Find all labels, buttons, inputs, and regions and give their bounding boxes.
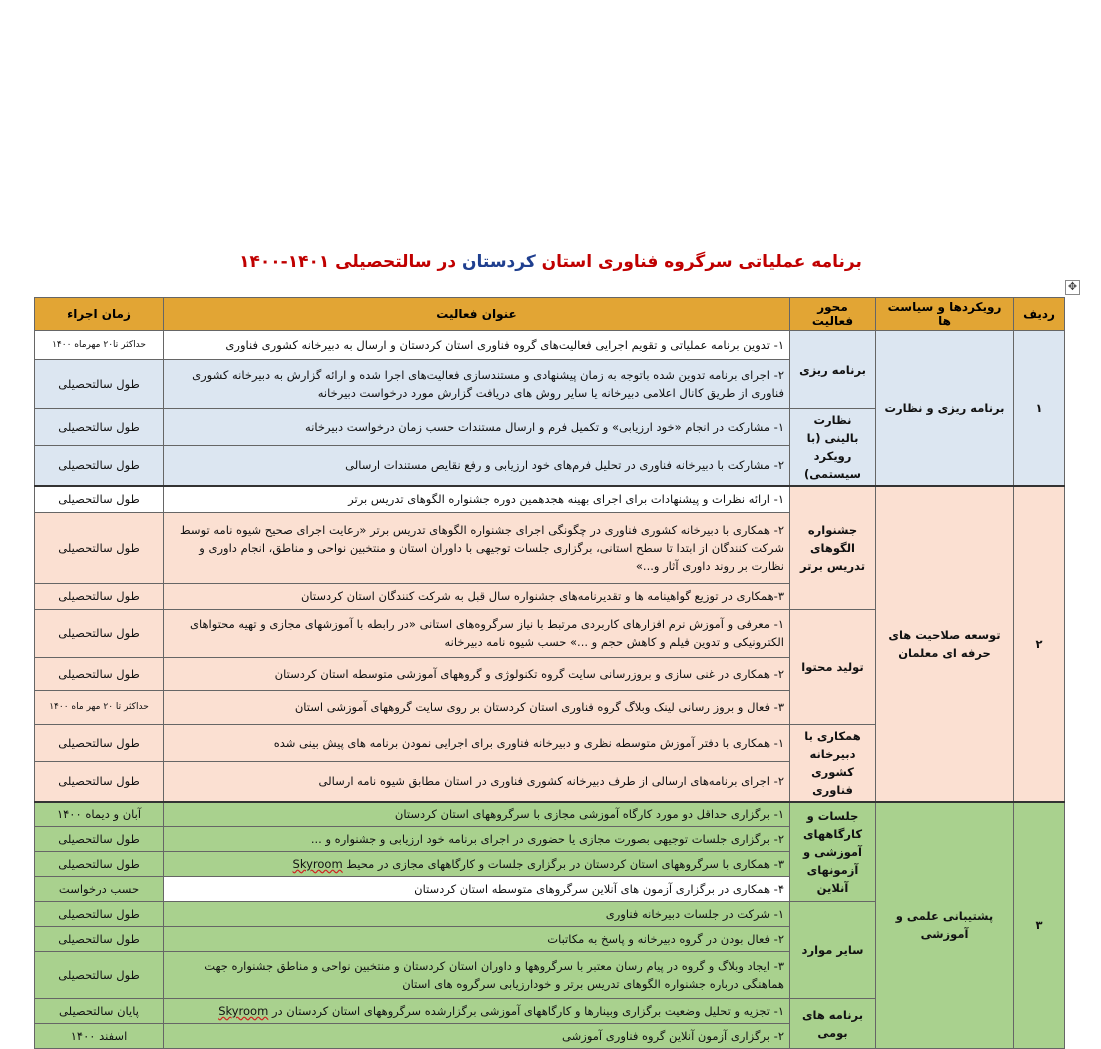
header-approach: رویکردها و سیاست ها bbox=[876, 298, 1014, 331]
group-number: ۳ bbox=[1014, 802, 1065, 1049]
skyroom-word: Skyroom bbox=[292, 857, 343, 871]
header-activity: عنوان فعالیت bbox=[164, 298, 790, 331]
time-cell: طول سالتحصیلی bbox=[35, 445, 164, 486]
time-cell: اسفند ۱۴۰۰ bbox=[35, 1024, 164, 1049]
time-cell: طول سالتحصیلی bbox=[35, 761, 164, 801]
group-policy: توسعه صلاحیت های حرفه ای معلمان bbox=[876, 486, 1014, 802]
header-row bbox=[35, 298, 1065, 331]
axis-cell: جلسات و کارگاههای آموزشی و آزمونهای آنلاین bbox=[790, 802, 876, 902]
activity-cell: ۲- همکاری با دبیرخانه کشوری فناوری در چگونگی اجرای جشنواره الگوهای تدریس برتر «رعایت اجرای صحیح شیوه نامه توسط شرکت کنندگان از ابتدا تا سطح استانی، برگزاری جلسات توجیهی با داوران استان و منتخبین نواحی و مناطق، انجام داوری و نظارت بر روند داوری آثار و...» bbox=[164, 512, 790, 583]
group-number: ۲ bbox=[1014, 486, 1065, 802]
group-number: ۱ bbox=[1014, 331, 1065, 487]
time-cell: طول سالتحصیلی bbox=[35, 827, 164, 852]
table-row bbox=[35, 486, 1065, 512]
table-row bbox=[35, 331, 1065, 360]
activity-cell: ۱- همکاری با دفتر آموزش متوسطه نظری و دبیرخانه فناوری برای اجرایی نمودن برنامه های پیش بینی شده bbox=[164, 724, 790, 761]
axis-cell: جشنواره الگوهای تدریس برتر bbox=[790, 486, 876, 609]
time-cell: طول سالتحصیلی bbox=[35, 657, 164, 690]
header-time: زمان اجراء bbox=[35, 298, 164, 331]
activity-cell: ۲- اجرای برنامه تدوین شده باتوجه به زمان پیشنهادی و مستندسازی فعالیت‌های اجرا شده و ارائه گزارش به دبیرخانه کشوری فناوری از طریق کانال اعلامی دبیرخانه یا سایر روش های دریافت گزارش مورد درخواست دبیرخانه bbox=[164, 360, 790, 409]
axis-cell: سایر موارد bbox=[790, 902, 876, 999]
activity-cell bbox=[164, 999, 790, 1024]
activity-cell: ۳- فعال و بروز رسانی لینک وبلاگ گروه فناوری استان کردستان بر روی سایت گروههای آموزشی استان bbox=[164, 690, 790, 724]
title-province: کردستان bbox=[461, 252, 536, 272]
activity-cell: ۱- برگزاری حداقل دو مورد کارگاه آموزشی مجازی با سرگروههای استان کردستان bbox=[164, 802, 790, 827]
activity-cell: ۱- معرفی و آموزش نرم افزارهای کاربردی مرتبط با نیاز سرگروه‌های استانی «در رابطه با آموزشهای مجازی و تهیه محتواهای الکترونیکی و تدوین فیلم و کاهش حجم و ...» حسب شیوه نامه دبیرخانه bbox=[164, 609, 790, 657]
time-cell: طول سالتحصیلی bbox=[35, 512, 164, 583]
time-cell: آبان و دیماه ۱۴۰۰ bbox=[35, 802, 164, 827]
time-cell: طول سالتحصیلی bbox=[35, 409, 164, 446]
activity-cell: ۲- برگزاری آزمون آنلاین گروه فناوری آموزشی bbox=[164, 1024, 790, 1049]
activity-cell: ۲- مشارکت با دبیرخانه فناوری در تحلیل فرم‌های خود ارزیابی و رفع نقایص مستندات ارسالی bbox=[164, 445, 790, 486]
time-cell: طول سالتحصیلی bbox=[35, 609, 164, 657]
time-cell: طول سالتحصیلی bbox=[35, 852, 164, 877]
time-cell: طول سالتحصیلی bbox=[35, 486, 164, 512]
activity-cell: ۴- همکاری در برگزاری آزمون های آنلاین سرگروهای متوسطه استان کردستان bbox=[164, 877, 790, 902]
time-cell: حسب درخواست bbox=[35, 877, 164, 902]
time-cell: طول سالتحصیلی bbox=[35, 927, 164, 952]
title-part-1: برنامه عملیاتی سرگروه فناوری استان bbox=[535, 252, 862, 272]
activity-cell: ۳-همکاری در توزیع گواهینامه ها و تقدیرنامه‌های جشنواره سال قبل به شرکت کنندگان استان کردستان bbox=[164, 583, 790, 609]
activity-cell: ۲- همکاری در غنی سازی و بروزرسانی سایت گروه تکنولوژی و گروههای آموزشی متوسطه استان کردستان bbox=[164, 657, 790, 690]
activity-cell: ۱- مشارکت در انجام «خود ارزیابی» و تکمیل فرم و ارسال مستندات حسب زمان درخواست دبیرخانه bbox=[164, 409, 790, 446]
axis-cell: نظارت بالینی (با رویکرد سیستمی) bbox=[790, 409, 876, 487]
activity-text: ۱- تجزیه و تحلیل وضعیت برگزاری وبینارها و کارگاههای آموزشی برگزارشده سرگروههای استان کردستان در bbox=[268, 1004, 784, 1018]
table-row bbox=[35, 802, 1065, 827]
skyroom-word: Skyroom bbox=[218, 1004, 269, 1018]
header-axis: محور فعالیت bbox=[790, 298, 876, 331]
activity-cell: ۱- ارائه نظرات و پیشنهادات برای اجرای بهینه هجدهمین دوره جشنواره الگوهای تدریس برتر bbox=[164, 486, 790, 512]
activity-cell bbox=[164, 852, 790, 877]
axis-cell: تولید محتوا bbox=[790, 609, 876, 724]
time-cell: حداکثر تا۲۰ مهرماه ۱۴۰۰ bbox=[35, 331, 164, 360]
group-policy: برنامه ریزی و نظارت bbox=[876, 331, 1014, 487]
group-policy: پشتیبانی علمی و آموزشی bbox=[876, 802, 1014, 1049]
time-cell: طول سالتحصیلی bbox=[35, 952, 164, 999]
time-cell: طول سالتحصیلی bbox=[35, 360, 164, 409]
activity-cell: ۲- برگزاری جلسات توجیهی بصورت مجازی یا حضوری در اجرای برنامه خود ارزیابی و جشنواره و ... bbox=[164, 827, 790, 852]
activity-cell: ۱- تدوین برنامه عملیاتی و تقویم اجرایی فعالیت‌های گروه فناوری استان کردستان و ارسال به دبیرخانه کشوری فناوری bbox=[164, 331, 790, 360]
title-part-3: در سالتحصیلی ۱۴۰۱-۱۴۰۰ bbox=[239, 252, 462, 272]
time-cell: طول سالتحصیلی bbox=[35, 902, 164, 927]
axis-cell: برنامه های بومی bbox=[790, 999, 876, 1049]
activity-cell: ۲- فعال بودن در گروه دبیرخانه و پاسخ به مکاتبات bbox=[164, 927, 790, 952]
header-row-number: ردیف bbox=[1014, 298, 1065, 331]
time-cell: پایان سالتحصیلی bbox=[35, 999, 164, 1024]
activity-cell: ۱- شرکت در جلسات دبیرخانه فناوری bbox=[164, 902, 790, 927]
activity-cell: ۳- ایجاد وبلاگ و گروه در پیام رسان معتبر با سرگروهها و داوران استان کردستان و منتخبین نواحی و مناطق جشنواره جهت هماهنگی درباره جشنواره الگوهای تدریس برتر و خودارزیابی سرگروه های استان bbox=[164, 952, 790, 999]
page-title bbox=[0, 252, 1101, 272]
time-cell: حداکثر تا ۲۰ مهر ماه ۱۴۰۰ bbox=[35, 690, 164, 724]
activity-text: ۳- همکاری با سرگروههای استان کردستان در برگزاری جلسات و کارگاههای مجازی در محیط bbox=[342, 857, 784, 871]
activity-cell: ۲- اجرای برنامه‌های ارسالی از طرف دبیرخانه کشوری فناوری در استان مطابق شیوه نامه ارسالی bbox=[164, 761, 790, 801]
operational-plan-table bbox=[34, 297, 1065, 1049]
time-cell: طول سالتحصیلی bbox=[35, 724, 164, 761]
time-cell: طول سالتحصیلی bbox=[35, 583, 164, 609]
axis-cell: برنامه ریزی bbox=[790, 331, 876, 409]
axis-cell: همکاری با دبیرخانه کشوری فناوری bbox=[790, 724, 876, 802]
table-move-handle-icon[interactable]: ✥ bbox=[1065, 280, 1080, 295]
